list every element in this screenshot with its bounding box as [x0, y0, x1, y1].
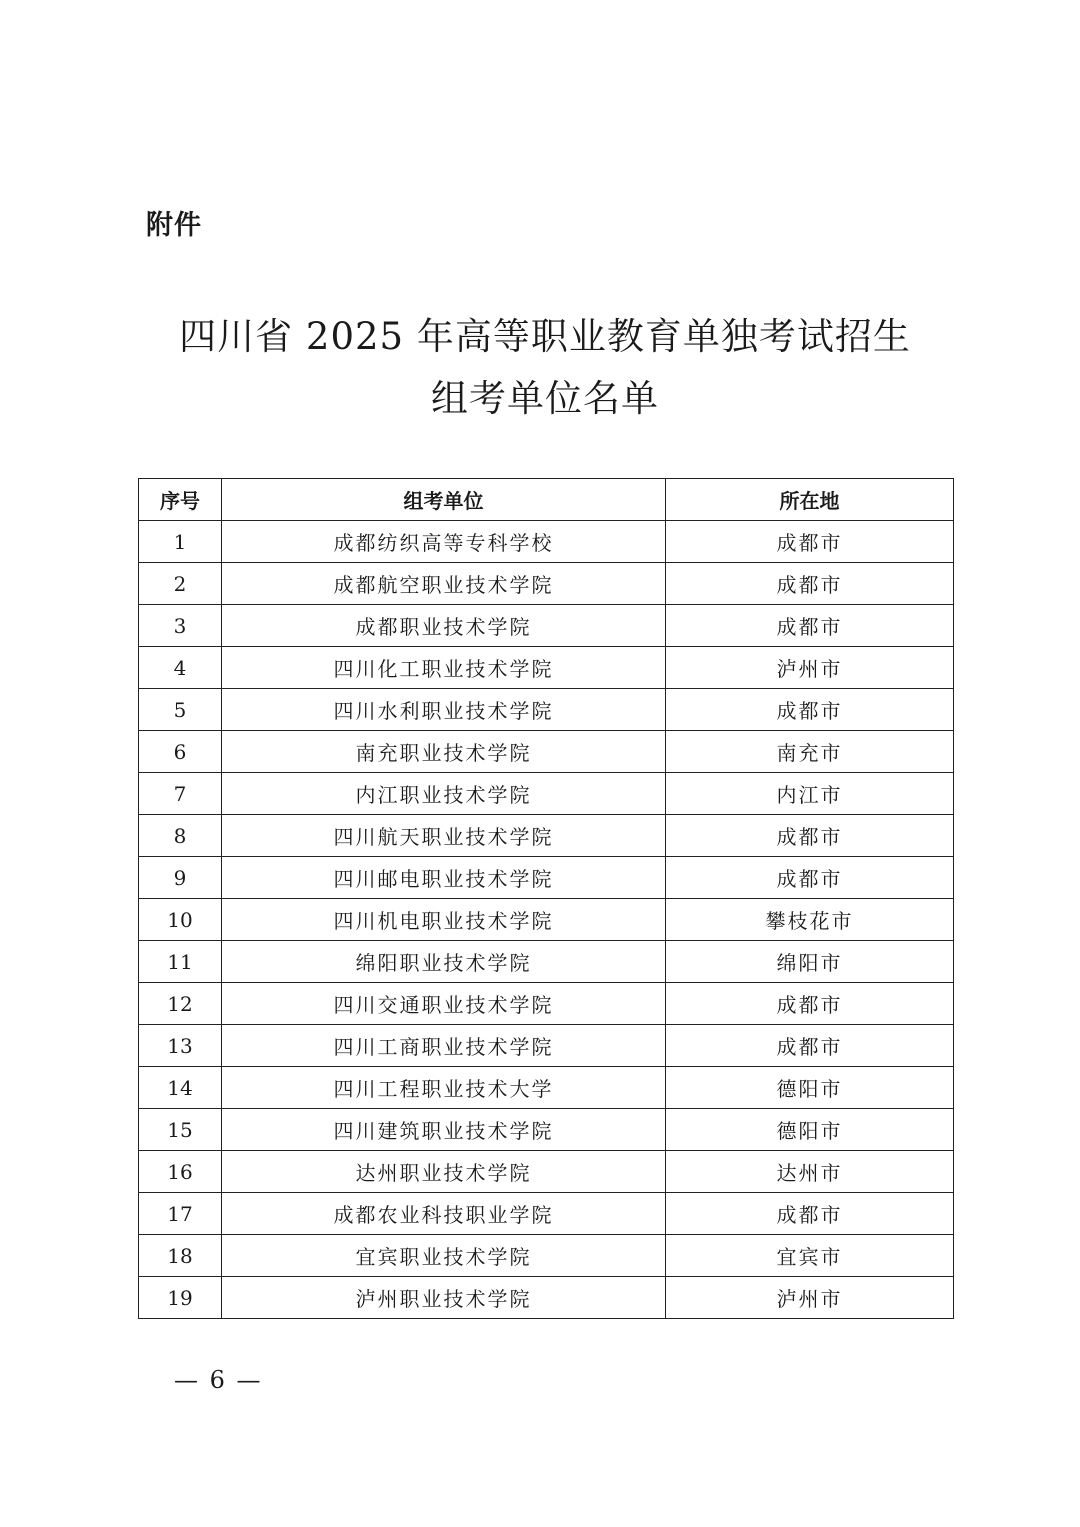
row-unit: 达州职业技术学院 — [222, 1151, 666, 1193]
row-location: 成都市 — [666, 689, 954, 731]
row-unit: 成都职业技术学院 — [222, 605, 666, 647]
row-unit: 南充职业技术学院 — [222, 731, 666, 773]
table-row — [139, 521, 954, 563]
table-row — [139, 1277, 954, 1319]
header-location: 所在地 — [666, 479, 954, 521]
row-unit: 四川交通职业技术学院 — [222, 983, 666, 1025]
header-number: 序号 — [139, 479, 222, 521]
table-row — [139, 1193, 954, 1235]
page-number: — 6 — — [174, 1366, 263, 1394]
row-number: 13 — [139, 1025, 222, 1067]
row-number: 3 — [139, 605, 222, 647]
row-number: 11 — [139, 941, 222, 983]
units-table — [138, 478, 954, 1319]
row-number: 8 — [139, 815, 222, 857]
table-row — [139, 857, 954, 899]
row-location: 南充市 — [666, 731, 954, 773]
row-unit: 成都农业科技职业学院 — [222, 1193, 666, 1235]
row-location: 内江市 — [666, 773, 954, 815]
row-number: 1 — [139, 521, 222, 563]
page-title-line1: 四川省 2025 年高等职业教育单独考试招生 — [179, 315, 911, 358]
row-number: 16 — [139, 1151, 222, 1193]
table-row — [139, 1151, 954, 1193]
row-unit: 内江职业技术学院 — [222, 773, 666, 815]
row-number: 10 — [139, 899, 222, 941]
row-location: 成都市 — [666, 857, 954, 899]
table-row — [139, 815, 954, 857]
row-unit: 四川建筑职业技术学院 — [222, 1109, 666, 1151]
row-number: 12 — [139, 983, 222, 1025]
row-unit: 成都航空职业技术学院 — [222, 563, 666, 605]
table-row — [139, 689, 954, 731]
row-number: 18 — [139, 1235, 222, 1277]
row-location: 德阳市 — [666, 1109, 954, 1151]
row-location: 德阳市 — [666, 1067, 954, 1109]
table-row — [139, 731, 954, 773]
table-row — [139, 899, 954, 941]
table-row — [139, 1025, 954, 1067]
table-row — [139, 647, 954, 689]
row-number: 7 — [139, 773, 222, 815]
row-unit: 四川水利职业技术学院 — [222, 689, 666, 731]
row-location: 成都市 — [666, 1025, 954, 1067]
row-number: 6 — [139, 731, 222, 773]
table-row — [139, 983, 954, 1025]
row-unit: 四川工程职业技术大学 — [222, 1067, 666, 1109]
row-location: 泸州市 — [666, 1277, 954, 1319]
row-location: 泸州市 — [666, 647, 954, 689]
row-unit: 绵阳职业技术学院 — [222, 941, 666, 983]
row-number: 5 — [139, 689, 222, 731]
row-location: 成都市 — [666, 605, 954, 647]
table-row — [139, 1109, 954, 1151]
row-number: 15 — [139, 1109, 222, 1151]
table-row — [139, 1067, 954, 1109]
page-title-line2: 组考单位名单 — [431, 377, 659, 420]
row-number: 4 — [139, 647, 222, 689]
row-number: 2 — [139, 563, 222, 605]
row-location: 攀枝花市 — [666, 899, 954, 941]
table-row — [139, 605, 954, 647]
row-location: 成都市 — [666, 563, 954, 605]
header-unit: 组考单位 — [222, 479, 666, 521]
row-location: 达州市 — [666, 1151, 954, 1193]
row-location: 成都市 — [666, 521, 954, 563]
table-row — [139, 941, 954, 983]
row-unit: 成都纺织高等专科学校 — [222, 521, 666, 563]
row-number: 17 — [139, 1193, 222, 1235]
row-unit: 四川工商职业技术学院 — [222, 1025, 666, 1067]
row-unit: 泸州职业技术学院 — [222, 1277, 666, 1319]
row-unit: 四川化工职业技术学院 — [222, 647, 666, 689]
row-number: 19 — [139, 1277, 222, 1319]
row-location: 绵阳市 — [666, 941, 954, 983]
row-location: 宜宾市 — [666, 1235, 954, 1277]
row-number: 9 — [139, 857, 222, 899]
row-unit: 四川邮电职业技术学院 — [222, 857, 666, 899]
row-location: 成都市 — [666, 1193, 954, 1235]
row-location: 成都市 — [666, 983, 954, 1025]
row-location: 成都市 — [666, 815, 954, 857]
row-unit: 宜宾职业技术学院 — [222, 1235, 666, 1277]
row-number: 14 — [139, 1067, 222, 1109]
table-row — [139, 773, 954, 815]
table-header-row — [139, 479, 954, 521]
attachment-label: 附件 — [146, 210, 202, 241]
table-row — [139, 563, 954, 605]
row-unit: 四川航天职业技术学院 — [222, 815, 666, 857]
table-row — [139, 1235, 954, 1277]
row-unit: 四川机电职业技术学院 — [222, 899, 666, 941]
